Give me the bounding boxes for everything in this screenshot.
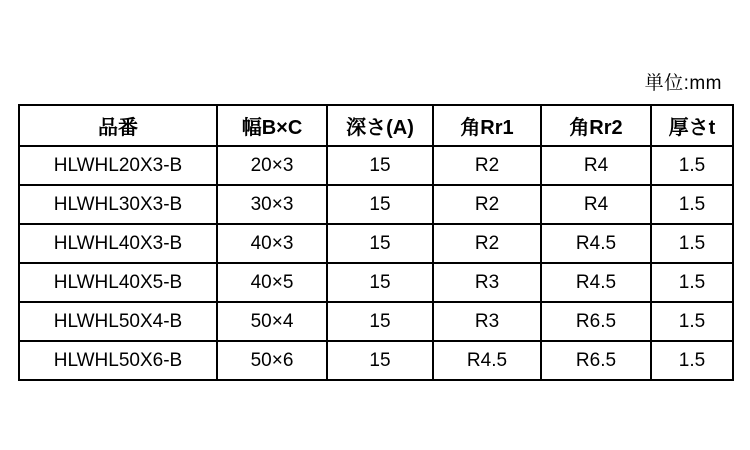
cell-corner-rr2: R4.5 (541, 263, 651, 302)
table-row (19, 146, 733, 185)
cell-width-bxc: 50×6 (217, 341, 327, 380)
cell-corner-rr2: R4.5 (541, 224, 651, 263)
cell-part-number: HLWHL40X3-B (19, 224, 217, 263)
table-row (19, 224, 733, 263)
cell-corner-rr1: R2 (433, 224, 541, 263)
column-header-corner-rr1: 角Rr1 (433, 105, 541, 146)
column-header-thickness-t: 厚さt (651, 105, 733, 146)
cell-thickness-t: 1.5 (651, 341, 733, 380)
cell-corner-rr1: R2 (433, 146, 541, 185)
cell-corner-rr1: R4.5 (433, 341, 541, 380)
cell-width-bxc: 30×3 (217, 185, 327, 224)
cell-width-bxc: 50×4 (217, 302, 327, 341)
table-row (19, 341, 733, 380)
column-header-width-bxc: 幅B×C (217, 105, 327, 146)
unit-note: 単位:mm (644, 73, 722, 94)
cell-corner-rr2: R6.5 (541, 341, 651, 380)
cell-depth-a: 15 (327, 302, 433, 341)
column-header-corner-rr2: 角Rr2 (541, 105, 651, 146)
cell-thickness-t: 1.5 (651, 146, 733, 185)
cell-part-number: HLWHL20X3-B (19, 146, 217, 185)
cell-depth-a: 15 (327, 185, 433, 224)
table-row (19, 302, 733, 341)
table-row (19, 185, 733, 224)
specification-table (18, 104, 734, 381)
cell-width-bxc: 20×3 (217, 146, 327, 185)
column-header-depth-a: 深さ(A) (327, 105, 433, 146)
cell-part-number: HLWHL50X6-B (19, 341, 217, 380)
cell-depth-a: 15 (327, 263, 433, 302)
cell-depth-a: 15 (327, 146, 433, 185)
cell-thickness-t: 1.5 (651, 224, 733, 263)
cell-thickness-t: 1.5 (651, 185, 733, 224)
column-header-part-number: 品番 (19, 105, 217, 146)
cell-corner-rr2: R4 (541, 146, 651, 185)
cell-corner-rr2: R6.5 (541, 302, 651, 341)
cell-corner-rr1: R3 (433, 263, 541, 302)
cell-part-number: HLWHL50X4-B (19, 302, 217, 341)
cell-corner-rr1: R3 (433, 302, 541, 341)
cell-thickness-t: 1.5 (651, 302, 733, 341)
cell-part-number: HLWHL40X5-B (19, 263, 217, 302)
cell-corner-rr2: R4 (541, 185, 651, 224)
cell-corner-rr1: R2 (433, 185, 541, 224)
cell-width-bxc: 40×5 (217, 263, 327, 302)
table-header-row (19, 105, 733, 146)
table-row (19, 263, 733, 302)
cell-thickness-t: 1.5 (651, 263, 733, 302)
cell-width-bxc: 40×3 (217, 224, 327, 263)
cell-depth-a: 15 (327, 224, 433, 263)
cell-depth-a: 15 (327, 341, 433, 380)
cell-part-number: HLWHL30X3-B (19, 185, 217, 224)
